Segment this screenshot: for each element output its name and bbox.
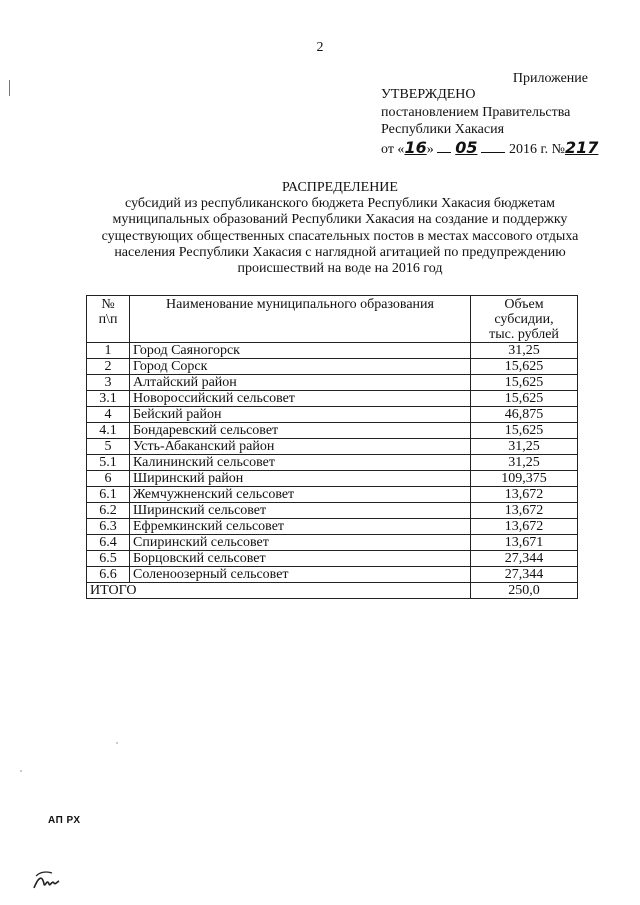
- header-num: № п\п: [87, 296, 130, 343]
- row-subsidy-amount: 46,875: [471, 407, 578, 423]
- row-municipality-name: Калининский сельсовет: [130, 455, 471, 471]
- table-row: [87, 423, 578, 439]
- row-number: 6.2: [87, 503, 130, 519]
- row-number: 6.6: [87, 567, 130, 583]
- row-municipality-name: Усть-Абаканский район: [130, 439, 471, 455]
- row-subsidy-amount: 13,672: [471, 503, 578, 519]
- row-municipality-name: Бондаревский сельсовет: [130, 423, 471, 439]
- row-number: 2: [87, 359, 130, 375]
- row-subsidy-amount: 13,671: [471, 535, 578, 551]
- date-mid: »: [426, 141, 438, 157]
- row-municipality-name: Соленоозерный сельсовет: [130, 567, 471, 583]
- table-row: [87, 391, 578, 407]
- row-municipality-name: Город Саяногорск: [130, 343, 471, 359]
- row-number: 6: [87, 471, 130, 487]
- table-row: [87, 503, 578, 519]
- header-amount: Объем субсидии, тыс. рублей: [471, 296, 578, 343]
- appendix-label: Приложение: [512, 71, 588, 86]
- table-row: [87, 455, 578, 471]
- row-number: 3: [87, 375, 130, 391]
- title-line-1: субсидий из республиканского бюджета Республики Хакасия бюджетам: [125, 196, 555, 212]
- row-municipality-name: Ефремкинский сельсовет: [130, 519, 471, 535]
- row-subsidy-amount: 15,625: [471, 423, 578, 439]
- table-row: [87, 487, 578, 503]
- table-row: [87, 535, 578, 551]
- row-number: 6.3: [87, 519, 130, 535]
- date-year: 2016 г. №: [505, 141, 565, 157]
- table-row: [87, 567, 578, 583]
- margin-mark: [9, 80, 10, 96]
- table-row: [87, 375, 578, 391]
- row-subsidy-amount: 27,344: [471, 551, 578, 567]
- table-row: [87, 407, 578, 423]
- row-subsidy-amount: 31,25: [471, 439, 578, 455]
- row-subsidy-amount: 109,375: [471, 471, 578, 487]
- row-municipality-name: Город Сорск: [130, 359, 471, 375]
- approval-line-1: постановлением Правительства: [381, 104, 571, 120]
- table-total-row: [87, 583, 578, 599]
- row-number: 4.1: [87, 423, 130, 439]
- table-row: [87, 471, 578, 487]
- row-number: 6.5: [87, 551, 130, 567]
- title-line-5: происшествий на воде на 2016 год: [237, 261, 443, 277]
- row-municipality-name: Жемчужненский сельсовет: [130, 487, 471, 503]
- row-subsidy-amount: 13,672: [471, 487, 578, 503]
- header-name: Наименование муниципального образования: [130, 296, 471, 343]
- table-row: [87, 519, 578, 535]
- row-subsidy-amount: 13,672: [471, 519, 578, 535]
- table-row: [87, 343, 578, 359]
- row-municipality-name: Борцовский сельсовет: [130, 551, 471, 567]
- total-label: ИТОГО: [87, 583, 471, 599]
- date-day-handwritten: 16: [404, 137, 427, 157]
- approval-block: [381, 86, 598, 158]
- date-prefix: от «: [381, 141, 405, 157]
- row-municipality-name: Алтайский район: [130, 375, 471, 391]
- title-line-2: муниципальных образований Республики Хакасия на создание и поддержку: [112, 212, 568, 228]
- row-number: 1: [87, 343, 130, 359]
- title-line-3: существующих общественных спасательных постов в местах массового отдыха: [101, 228, 579, 244]
- row-subsidy-amount: 15,625: [471, 359, 578, 375]
- row-subsidy-amount: 15,625: [471, 375, 578, 391]
- table-row: [87, 439, 578, 455]
- approval-date-line: [381, 139, 598, 159]
- row-subsidy-amount: 31,25: [471, 455, 578, 471]
- row-number: 5.1: [87, 455, 130, 471]
- document-title: [80, 180, 600, 277]
- row-municipality-name: Ширинский сельсовет: [130, 503, 471, 519]
- approval-heading: УТВЕРЖДЕНО: [381, 87, 476, 102]
- table-header-row: [87, 296, 578, 343]
- document-number-handwritten: 217: [565, 137, 599, 157]
- row-number: 6.1: [87, 487, 130, 503]
- row-subsidy-amount: 15,625: [471, 391, 578, 407]
- scan-speck: [20, 770, 22, 772]
- row-number: 5: [87, 439, 130, 455]
- row-number: 3.1: [87, 391, 130, 407]
- table-row: [87, 359, 578, 375]
- row-number: 6.4: [87, 535, 130, 551]
- scan-speck: [116, 742, 118, 744]
- footer-stamp: АП РХ: [48, 815, 81, 826]
- row-number: 4: [87, 407, 130, 423]
- title-heading: РАСПРЕДЕЛЕНИЕ: [282, 180, 398, 195]
- table-row: [87, 551, 578, 567]
- row-municipality-name: Новороссийский сельсовет: [130, 391, 471, 407]
- total-amount: 250,0: [471, 583, 578, 599]
- date-month-handwritten: 05: [455, 137, 478, 157]
- row-subsidy-amount: 27,344: [471, 567, 578, 583]
- row-municipality-name: Бейский район: [130, 407, 471, 423]
- subsidy-table: [86, 295, 578, 599]
- handwritten-initials-icon: [30, 868, 62, 894]
- row-municipality-name: Ширинский район: [130, 471, 471, 487]
- approval-line-2: Республики Хакасия: [381, 122, 505, 137]
- page-number: 2: [316, 40, 324, 55]
- title-line-4: населения Республики Хакасия с наглядной агитацией по предупреждению: [114, 244, 566, 260]
- row-subsidy-amount: 31,25: [471, 343, 578, 359]
- row-municipality-name: Спиринский сельсовет: [130, 535, 471, 551]
